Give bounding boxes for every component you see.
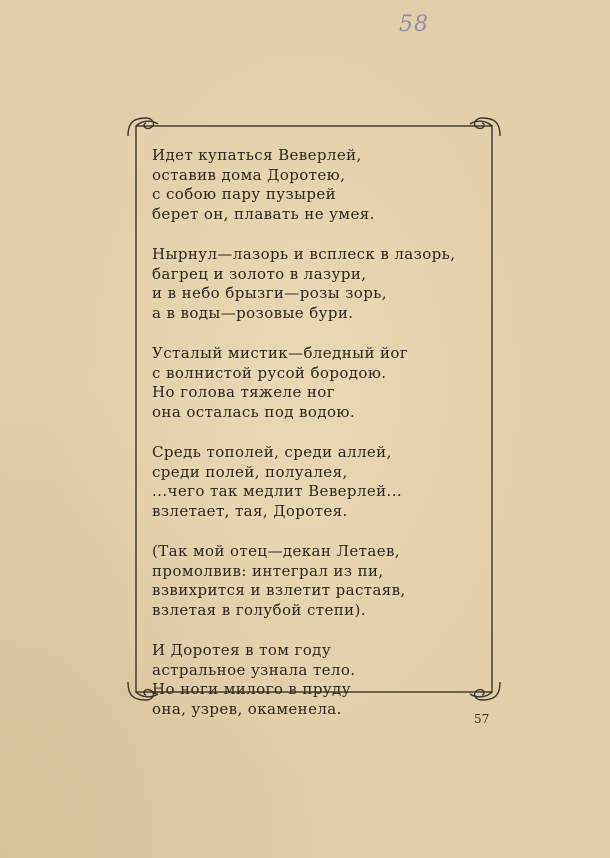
poem-line: с собою пару пузырей (152, 185, 337, 203)
poem-line: взвихрится и взлетит растаяв, (152, 581, 406, 599)
stanza-4 (152, 443, 482, 521)
poem-line: Но ноги милого в пруду (152, 680, 351, 698)
stanza-6 (152, 641, 482, 719)
poem-line: промолвив: интеграл из пи, (152, 561, 384, 580)
poem-line: она, узрев, окаменела. (152, 699, 342, 718)
poem-line: Но голова тяжеле ног (152, 383, 335, 401)
poem-line: И Доротея в том году (152, 641, 332, 659)
poem-line: она осталась под водою. (152, 402, 356, 421)
poem-line: Идет купаться Веверлей, (152, 146, 362, 164)
stanza-1 (152, 146, 482, 224)
poem-line: багрец и золото в лазури, (152, 264, 367, 283)
poem-line: Усталый мистик—бледный йог (152, 344, 409, 362)
stanza-3 (152, 344, 482, 422)
poem-line: среди полей, полуалея, (152, 462, 348, 481)
handwritten-page-number: 58 (399, 12, 429, 37)
printed-page-number: 57 (474, 712, 490, 726)
poem-line: Средь тополей, среди аллей, (152, 443, 392, 461)
poem-line: а в воды—розовые бури. (152, 303, 354, 322)
stanza-2 (152, 245, 482, 323)
poem-line: с волнистой русой бородою. (152, 363, 387, 382)
poem-line: взлетая в голубой степи). (152, 600, 366, 619)
poem-text (152, 146, 482, 740)
poem-line: оставив дома Доротею, (152, 165, 346, 184)
poem-line: Нырнул—лазорь и всплеск в лазорь, (152, 245, 456, 263)
poem-line: (Так мой отец—декан Летаев, (152, 542, 400, 560)
poem-line: взлетает, тая, Доротея. (152, 501, 348, 520)
poem-line: берет он, плавать не умея. (152, 204, 375, 223)
poem-line: астральное узнала тело. (152, 660, 356, 679)
stanza-5 (152, 542, 482, 620)
poem-line: ...чего так медлит Веверлей... (152, 482, 403, 500)
poem-line: и в небо брызги—розы зорь, (152, 284, 387, 302)
